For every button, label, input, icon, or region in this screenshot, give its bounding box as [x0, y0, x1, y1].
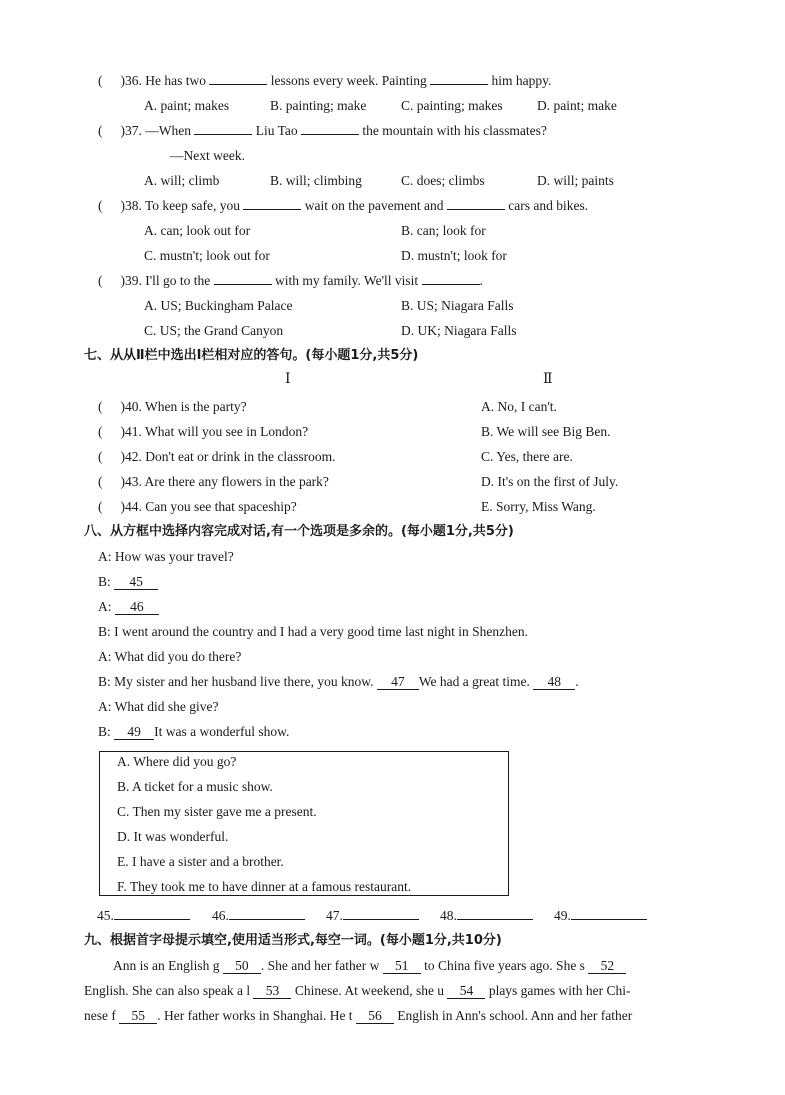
blank-50[interactable]: 50 [223, 959, 261, 974]
blank-56[interactable]: 56 [356, 1009, 394, 1024]
blank[interactable] [301, 122, 359, 135]
option[interactable]: A. can; look out for [144, 223, 251, 238]
blank[interactable] [430, 72, 488, 85]
blank-53[interactable]: 53 [253, 984, 291, 999]
match-item-43: ( )43. Are there any flowers in the park? [98, 474, 329, 489]
blank-45[interactable]: 45 [114, 575, 158, 590]
blank-46[interactable]: 46 [115, 600, 159, 615]
option[interactable]: A. will; climb [144, 173, 220, 188]
blank[interactable] [243, 197, 301, 210]
box-option: A. Where did you go? [117, 754, 237, 769]
option[interactable]: B. will; climbing [270, 173, 362, 188]
blank-49[interactable]: 49 [114, 725, 154, 740]
match-item-44: ( )44. Can you see that spaceship? [98, 499, 297, 514]
option[interactable]: D. mustn't; look for [401, 248, 507, 263]
question-38: ( )38. To keep safe, you wait on the pavement and cars and bikes. [98, 198, 589, 213]
section-9-title: 九、根据首字母提示填空,使用适当形式,每空一词。(每小题1分,共10分) [84, 933, 502, 948]
option[interactable]: B. painting; make [270, 98, 367, 113]
box-option: C. Then my sister gave me a present. [117, 804, 317, 819]
dialog-line: B: 49 It was a wonderful show. [98, 724, 290, 739]
question-37: ( )37. —When Liu Tao the mountain with his classmates? [98, 123, 547, 138]
match-item-41: ( )41. What will you see in London? [98, 424, 309, 439]
option[interactable]: D. UK; Niagara Falls [401, 323, 517, 338]
answer-blank[interactable] [343, 907, 419, 920]
option[interactable]: C. does; climbs [401, 173, 485, 188]
dialog-line: A: How was your travel? [98, 549, 234, 564]
passage-line: Ann is an English g 50 . She and her father w 51 to China five years ago. She s 52 [113, 957, 626, 975]
option[interactable]: B. US; Niagara Falls [401, 298, 514, 313]
option[interactable]: D. paint; make [537, 98, 617, 113]
option[interactable]: A. paint; makes [144, 98, 230, 113]
answer-48: 48. [440, 907, 533, 925]
question-36: ( )36. He has two lessons every week. Painting him happy. [98, 73, 552, 88]
answer-46: 46. [212, 907, 305, 925]
blank-54[interactable]: 54 [447, 984, 485, 999]
match-answer: A. No, I can't. [481, 399, 557, 414]
blank-55[interactable]: 55 [119, 1009, 157, 1024]
match-answer: E. Sorry, Miss Wang. [481, 499, 596, 514]
answer-49: 49. [554, 907, 647, 925]
match-answer: C. Yes, there are. [481, 449, 573, 464]
match-item-42: ( )42. Don't eat or drink in the classroom. [98, 449, 336, 464]
blank[interactable] [209, 72, 267, 85]
option[interactable]: C. painting; makes [401, 98, 503, 113]
box-option: D. It was wonderful. [117, 829, 229, 844]
box-option: E. I have a sister and a brother. [117, 854, 284, 869]
passage-line: nese f 55 . Her father works in Shanghai. He t 56 English in Ann's school. Ann and her father [84, 1008, 633, 1023]
column-1-header: Ⅰ [285, 371, 291, 387]
question-39: ( )39. I'll go to the with my family. We'll visit . [98, 273, 483, 288]
option[interactable]: C. mustn't; look out for [144, 248, 270, 263]
blank[interactable] [214, 272, 272, 285]
option[interactable]: A. US; Buckingham Palace [144, 298, 293, 313]
option[interactable]: C. US; the Grand Canyon [144, 323, 284, 338]
answer-blank[interactable] [571, 907, 647, 920]
dialog-line: A: 46 [98, 598, 159, 616]
blank-47[interactable]: 47 [377, 675, 419, 690]
dialog-line: A: What did you do there? [98, 649, 242, 664]
option[interactable]: D. will; paints [537, 173, 614, 188]
dialog-line: B: 45 [98, 573, 158, 591]
blank[interactable] [194, 122, 252, 135]
blank[interactable] [422, 272, 480, 285]
blank[interactable] [447, 197, 505, 210]
dialog-line: A: What did she give? [98, 699, 219, 714]
answer-45: 45. [97, 907, 190, 925]
blank-51[interactable]: 51 [383, 959, 421, 974]
match-answer: D. It's on the first of July. [481, 474, 619, 489]
column-2-header: Ⅱ [543, 371, 553, 387]
section-7-title: 七、从从Ⅱ栏中选出Ⅰ栏相对应的答句。(每小题1分,共5分) [84, 348, 419, 363]
passage-line: English. She can also speak a l 53 Chinese. At weekend, she u 54 plays games with her Chi- [84, 983, 631, 998]
answer-blank[interactable] [114, 907, 190, 920]
reply: —Next week. [170, 148, 245, 163]
answer-47: 47. [326, 907, 419, 925]
box-option: B. A ticket for a music show. [117, 779, 273, 794]
match-item-40: ( )40. When is the party? [98, 399, 247, 414]
answer-paren: ( [98, 73, 103, 88]
option[interactable]: B. can; look for [401, 223, 486, 238]
answer-blank[interactable] [457, 907, 533, 920]
match-answer: B. We will see Big Ben. [481, 424, 611, 439]
blank-52[interactable]: 52 [588, 959, 626, 974]
section-8-title: 八、从方框中选择内容完成对话,有一个选项是多余的。(每小题1分,共5分) [84, 524, 514, 539]
box-option: F. They took me to have dinner at a famous restaurant. [117, 879, 412, 894]
options-box [99, 751, 509, 896]
dialog-line: B: My sister and her husband live there, you know. 47 We had a great time. 48 . [98, 674, 579, 689]
dialog-line: B: I went around the country and I had a very good time last night in Shenzhen. [98, 624, 529, 639]
blank-48[interactable]: 48 [533, 675, 575, 690]
answer-blank[interactable] [229, 907, 305, 920]
